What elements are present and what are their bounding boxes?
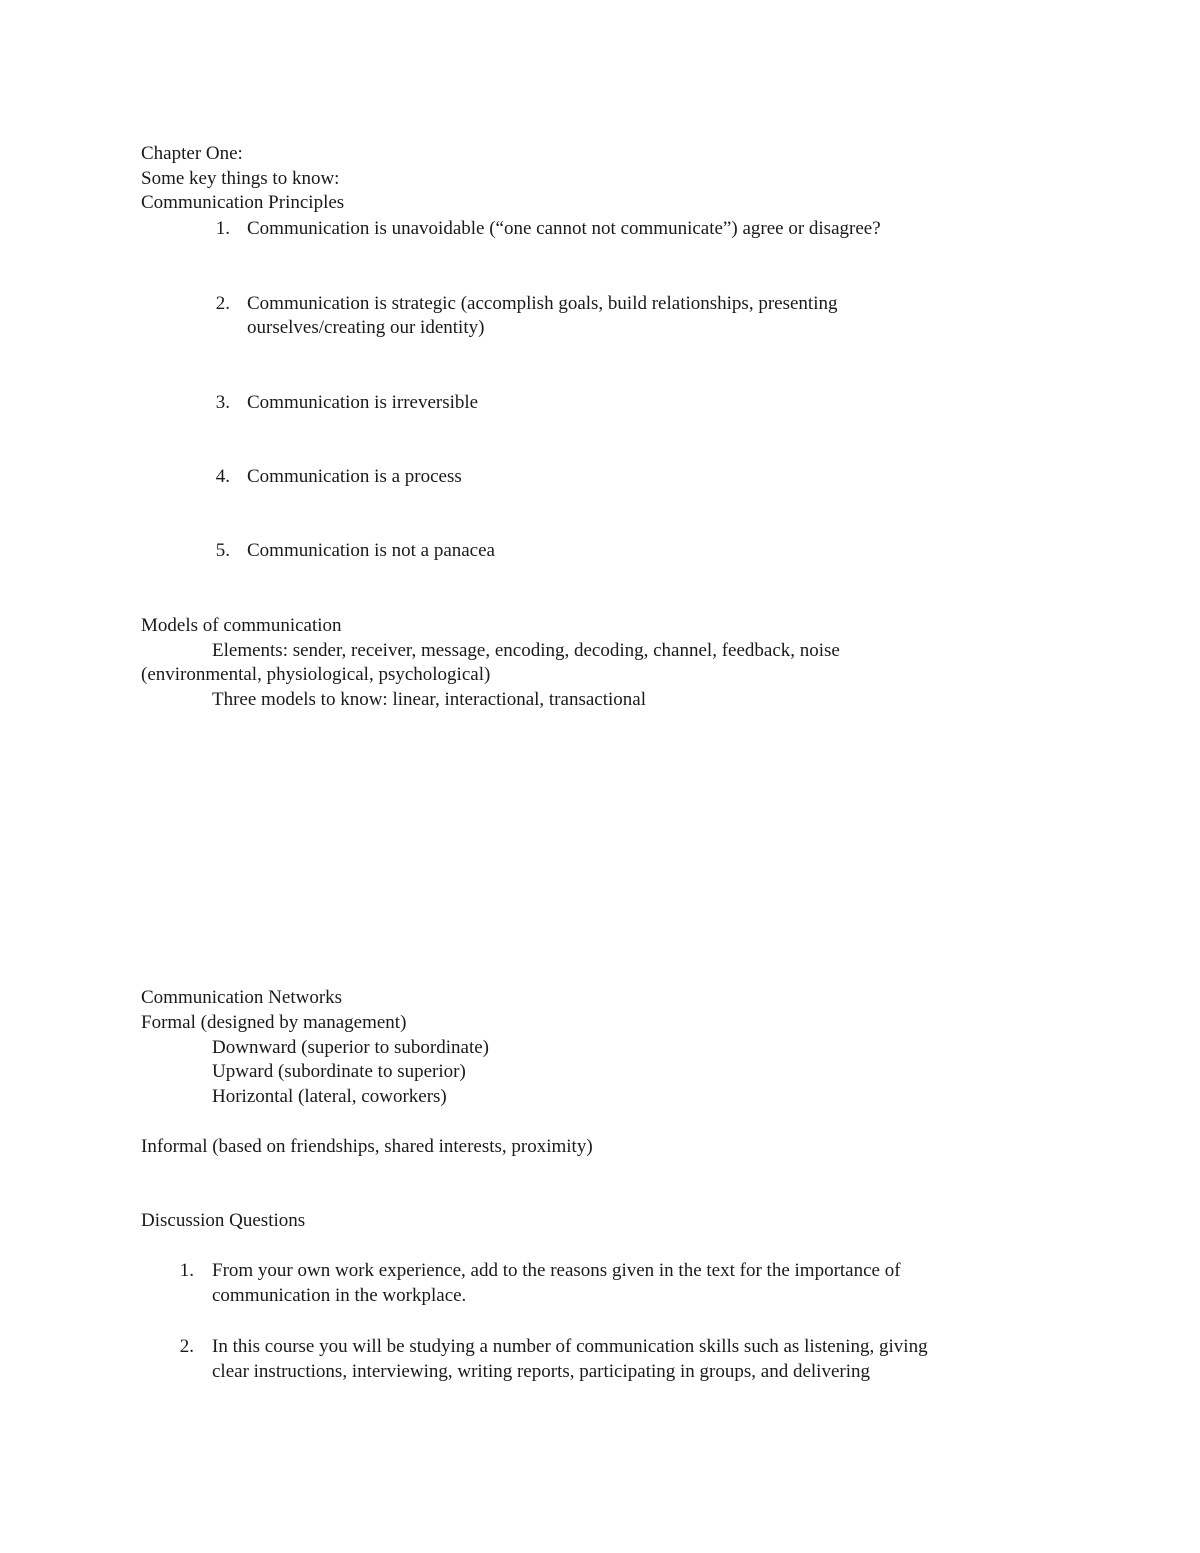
question-number: 2. bbox=[179, 1336, 194, 1357]
question-number: 1. bbox=[179, 1260, 194, 1281]
networks-formal: Formal (designed by management) bbox=[141, 1012, 407, 1033]
list-item-number: 5. bbox=[215, 540, 230, 561]
list-item-text: ourselves/creating our identity) bbox=[247, 317, 485, 338]
subtitle: Some key things to know: bbox=[141, 168, 340, 189]
question-text: communication in the workplace. bbox=[212, 1285, 467, 1306]
list-item-number: 4. bbox=[215, 466, 230, 487]
models-elements-line: (environmental, physiological, psychological) bbox=[141, 664, 491, 685]
networks-informal: Informal (based on friendships, shared interests, proximity) bbox=[141, 1136, 593, 1157]
models-three-models: Three models to know: linear, interactional, transactional bbox=[212, 689, 646, 710]
list-item-number: 3. bbox=[215, 392, 230, 413]
list-item-number: 1. bbox=[215, 218, 230, 239]
networks-formal-item: Horizontal (lateral, coworkers) bbox=[212, 1086, 447, 1107]
section-title-networks: Communication Networks bbox=[141, 987, 343, 1008]
models-elements-line: Elements: sender, receiver, message, encoding, decoding, channel, feedback, noise bbox=[212, 640, 840, 661]
section-title-models: Models of communication bbox=[141, 615, 342, 636]
question-text: From your own work experience, add to the reasons given in the text for the importance of bbox=[212, 1260, 901, 1281]
list-item-text: Communication is strategic (accomplish goals, build relationships, presenting bbox=[247, 293, 838, 314]
networks-formal-item: Upward (subordinate to superior) bbox=[212, 1061, 466, 1082]
list-item-number: 2. bbox=[215, 293, 230, 314]
question-text: In this course you will be studying a number of communication skills such as listening, giving bbox=[212, 1336, 928, 1357]
networks-formal-item: Downward (superior to subordinate) bbox=[212, 1037, 490, 1058]
section-title-principles: Communication Principles bbox=[141, 192, 345, 213]
section-title-discussion: Discussion Questions bbox=[141, 1210, 306, 1231]
list-item-text: Communication is unavoidable (“one cannot not communicate”) agree or disagree? bbox=[247, 218, 881, 239]
list-item-text: Communication is not a panacea bbox=[247, 540, 495, 561]
question-text: clear instructions, interviewing, writing reports, participating in groups, and delivering bbox=[212, 1361, 870, 1382]
list-item-text: Communication is a process bbox=[247, 466, 462, 487]
list-item-text: Communication is irreversible bbox=[247, 392, 479, 413]
chapter-heading: Chapter One: bbox=[141, 143, 243, 164]
